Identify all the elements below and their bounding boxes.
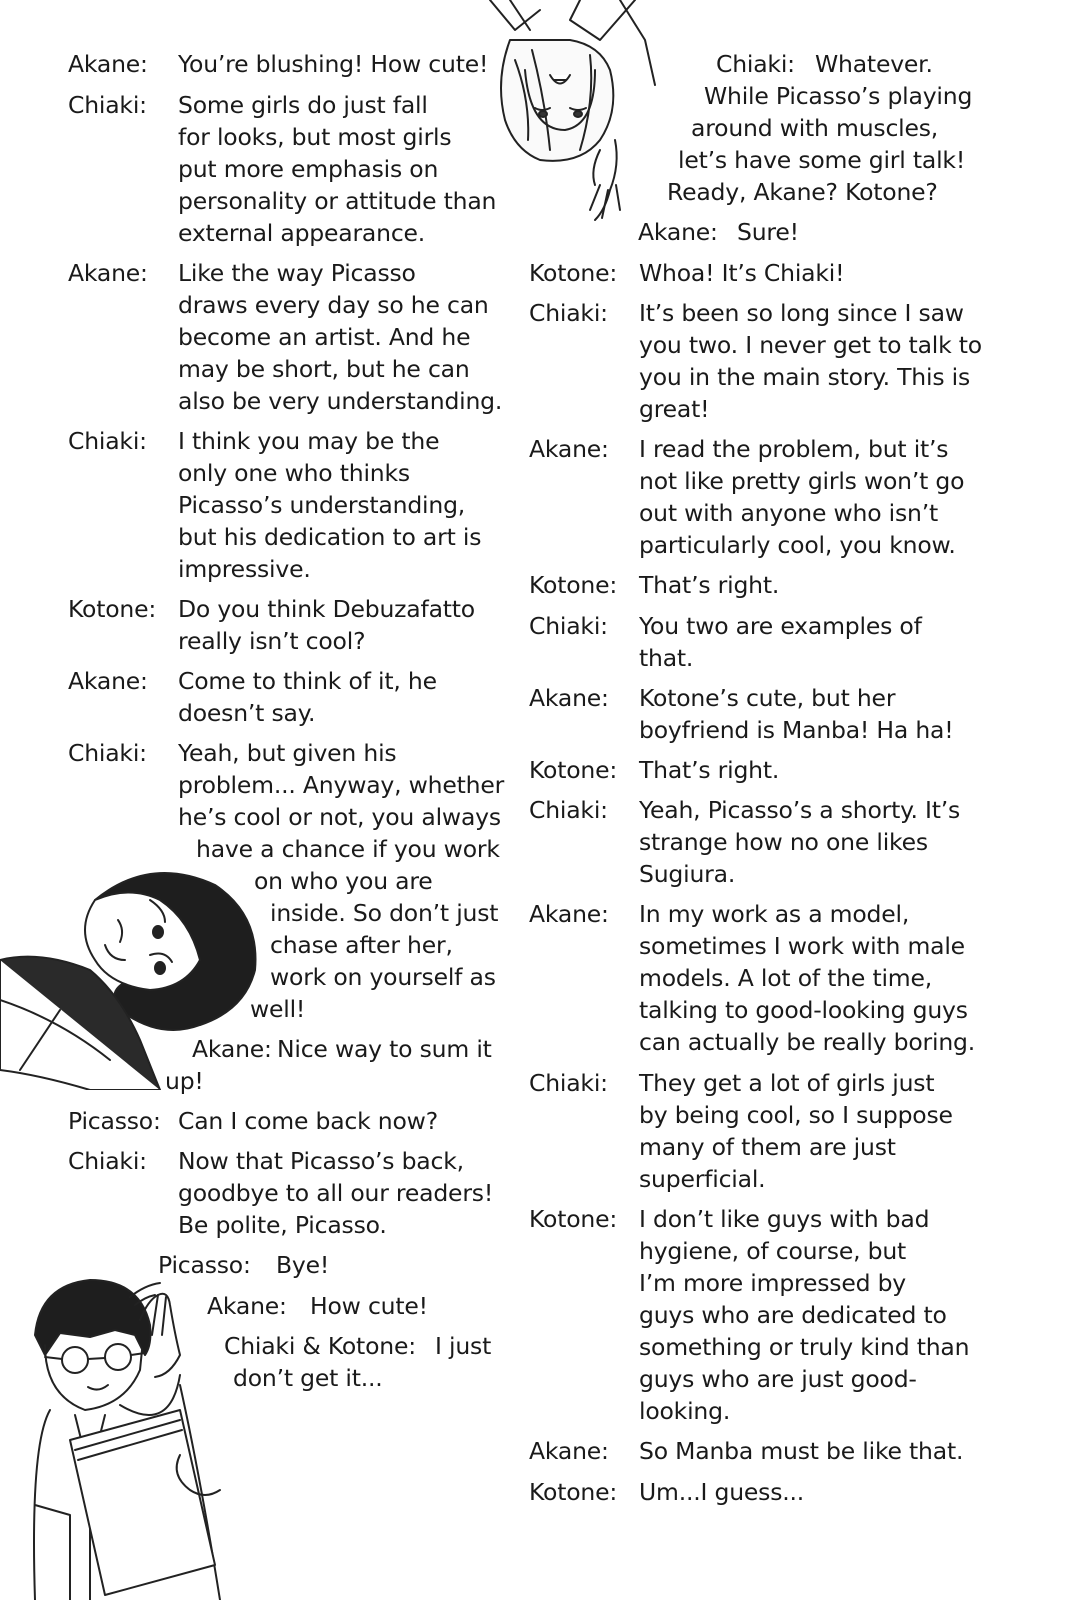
- dialogue-line: can actually be really boring.: [639, 1028, 976, 1056]
- dialogue-line: Now that Picasso’s back,: [178, 1147, 464, 1175]
- dialogue-line: talking to good-looking guys: [639, 996, 968, 1024]
- speaker-label: Akane:: [638, 218, 718, 246]
- speaker-label: Kotone:: [529, 756, 618, 784]
- dialogue-line: I read the problem, but it’s: [639, 435, 949, 463]
- dialogue-line: hygiene, of course, but: [639, 1237, 907, 1265]
- picasso-illustration: [30, 1275, 240, 1600]
- dialogue-line: doesn’t say.: [178, 699, 316, 727]
- speaker-label: Akane:: [529, 900, 609, 928]
- dialogue-line: Nice way to sum it: [277, 1035, 492, 1063]
- dialogue-line: great!: [639, 395, 710, 423]
- dialogue-line: You’re blushing! How cute!: [178, 50, 489, 78]
- speaker-label: Kotone:: [529, 1478, 618, 1506]
- dialogue-line: Sugiura.: [639, 860, 736, 888]
- dialogue-line: also be very understanding.: [178, 387, 503, 415]
- dialogue-line: problem... Anyway, whether: [178, 771, 505, 799]
- dialogue-line: It’s been so long since I saw: [639, 299, 964, 327]
- dialogue-line: may be short, but he can: [178, 355, 470, 383]
- speaker-label: Picasso:: [158, 1251, 251, 1279]
- dialogue-line: While Picasso’s playing: [704, 82, 973, 110]
- dialogue-line: something or truly kind than: [639, 1333, 970, 1361]
- dialogue-line: personality or attitude than: [178, 187, 497, 215]
- dialogue-line: Yeah, but given his: [178, 739, 397, 767]
- dialogue-line: That’s right.: [639, 571, 780, 599]
- dialogue-line: inside. So don’t just: [270, 899, 499, 927]
- dialogue-line: well!: [250, 995, 306, 1023]
- dialogue-line: let’s have some girl talk!: [678, 146, 966, 174]
- speaker-label: Akane:: [529, 684, 609, 712]
- speaker-label: Kotone:: [68, 595, 157, 623]
- dialogue-line: strange how no one likes: [639, 828, 928, 856]
- speaker-label: Akane:: [207, 1292, 287, 1320]
- dialogue-line: Can I come back now?: [178, 1107, 438, 1135]
- dialogue-line: really isn’t cool?: [178, 627, 366, 655]
- speaker-label: Kotone:: [529, 259, 618, 287]
- dialogue-line: looking.: [639, 1397, 731, 1425]
- dialogue-line: Some girls do just fall: [178, 91, 428, 119]
- dialogue-line: Come to think of it, he: [178, 667, 437, 695]
- dialogue-line: So Manba must be like that.: [639, 1437, 964, 1465]
- dialogue-line: up!: [165, 1067, 204, 1095]
- dialogue-line: Whatever.: [815, 50, 933, 78]
- speaker-label: Kotone:: [529, 1205, 618, 1233]
- speaker-label: Chiaki:: [529, 612, 608, 640]
- dialogue-line: have a chance if you work: [196, 835, 500, 863]
- dialogue-line: but his dedication to art is: [178, 523, 482, 551]
- dialogue-line: models. A lot of the time,: [639, 964, 933, 992]
- dialogue-line: Kotone’s cute, but her: [639, 684, 896, 712]
- dialogue-line: goodbye to all our readers!: [178, 1179, 494, 1207]
- dialogue-line: Do you think Debuzafatto: [178, 595, 475, 623]
- dialogue-line: Whoa! It’s Chiaki!: [639, 259, 845, 287]
- speaker-label: Chiaki:: [68, 91, 147, 119]
- dialogue-line: How cute!: [310, 1292, 428, 1320]
- dialogue-line: Picasso’s understanding,: [178, 491, 466, 519]
- dialogue-line: work on yourself as: [270, 963, 496, 991]
- dialogue-line: by being cool, so I suppose: [639, 1101, 953, 1129]
- speaker-label: Chiaki:: [68, 1147, 147, 1175]
- speaker-label: Chiaki & Kotone:: [224, 1332, 416, 1360]
- dialogue-line: you two. I never get to talk to: [639, 331, 982, 359]
- speaker-label: Akane:: [68, 259, 148, 287]
- dialogue-line: I don’t like guys with bad: [639, 1205, 930, 1233]
- speaker-label: Chiaki:: [68, 427, 147, 455]
- dialogue-line: Yeah, Picasso’s a shorty. It’s: [639, 796, 961, 824]
- dialogue-line: They get a lot of girls just: [639, 1069, 935, 1097]
- dialogue-line: sometimes I work with male: [639, 932, 965, 960]
- dialogue-line: chase after her,: [270, 931, 453, 959]
- dialogue-line: put more emphasis on: [178, 155, 439, 183]
- dialogue-line: external appearance.: [178, 219, 426, 247]
- dialogue-line: In my work as a model,: [639, 900, 910, 928]
- dialogue-line: I just: [435, 1332, 492, 1360]
- dialogue-line: superficial.: [639, 1165, 766, 1193]
- dialogue-line: don’t get it...: [233, 1364, 383, 1392]
- dialogue-line: impressive.: [178, 555, 311, 583]
- speaker-label: Kotone:: [529, 571, 618, 599]
- dialogue-line: Um...I guess...: [639, 1478, 805, 1506]
- dialogue-line: on who you are: [254, 867, 433, 895]
- dialogue-line: You two are examples of: [639, 612, 922, 640]
- speaker-label: Akane:: [68, 50, 148, 78]
- dialogue-line: he’s cool or not, you always: [178, 803, 501, 831]
- dialogue-line: for looks, but most girls: [178, 123, 452, 151]
- dialogue-line: I’m more impressed by: [639, 1269, 907, 1297]
- dialogue-line: that.: [639, 644, 694, 672]
- speaker-label: Akane:: [192, 1035, 272, 1063]
- speaker-label: Chiaki:: [529, 299, 608, 327]
- dialogue-line: Like the way Picasso: [178, 259, 416, 287]
- dialogue-line: Ready, Akane? Kotone?: [667, 178, 938, 206]
- speaker-label: Chiaki:: [529, 1069, 608, 1097]
- speaker-label: Akane:: [529, 1437, 609, 1465]
- dialogue-line: you in the main story. This is: [639, 363, 971, 391]
- speaker-label: Chiaki:: [716, 50, 795, 78]
- dialogue-line: out with anyone who isn’t: [639, 499, 938, 527]
- speaker-label: Akane:: [68, 667, 148, 695]
- speaker-label: Chiaki:: [529, 796, 608, 824]
- dialogue-line: particularly cool, you know.: [639, 531, 956, 559]
- speaker-label: Chiaki:: [68, 739, 147, 767]
- dialogue-line: draws every day so he can: [178, 291, 489, 319]
- dialogue-line: not like pretty girls won’t go: [639, 467, 965, 495]
- speaker-label: Akane:: [529, 435, 609, 463]
- dialogue-line: guys who are just good-: [639, 1365, 917, 1393]
- dialogue-line: many of them are just: [639, 1133, 896, 1161]
- dialogue-line: only one who thinks: [178, 459, 410, 487]
- dialogue-line: guys who are dedicated to: [639, 1301, 947, 1329]
- dialogue-line: Sure!: [737, 218, 799, 246]
- chiaki-upside-down-illustration: [470, 0, 700, 230]
- dialogue-line: I think you may be the: [178, 427, 440, 455]
- dialogue-line: That’s right.: [639, 756, 780, 784]
- dialogue-line: Bye!: [276, 1251, 330, 1279]
- dialogue-line: boyfriend is Manba! Ha ha!: [639, 716, 954, 744]
- dialogue-line: around with muscles,: [691, 114, 939, 142]
- dialogue-line: become an artist. And he: [178, 323, 471, 351]
- dialogue-line: Be polite, Picasso.: [178, 1211, 387, 1239]
- speaker-label: Picasso:: [68, 1107, 161, 1135]
